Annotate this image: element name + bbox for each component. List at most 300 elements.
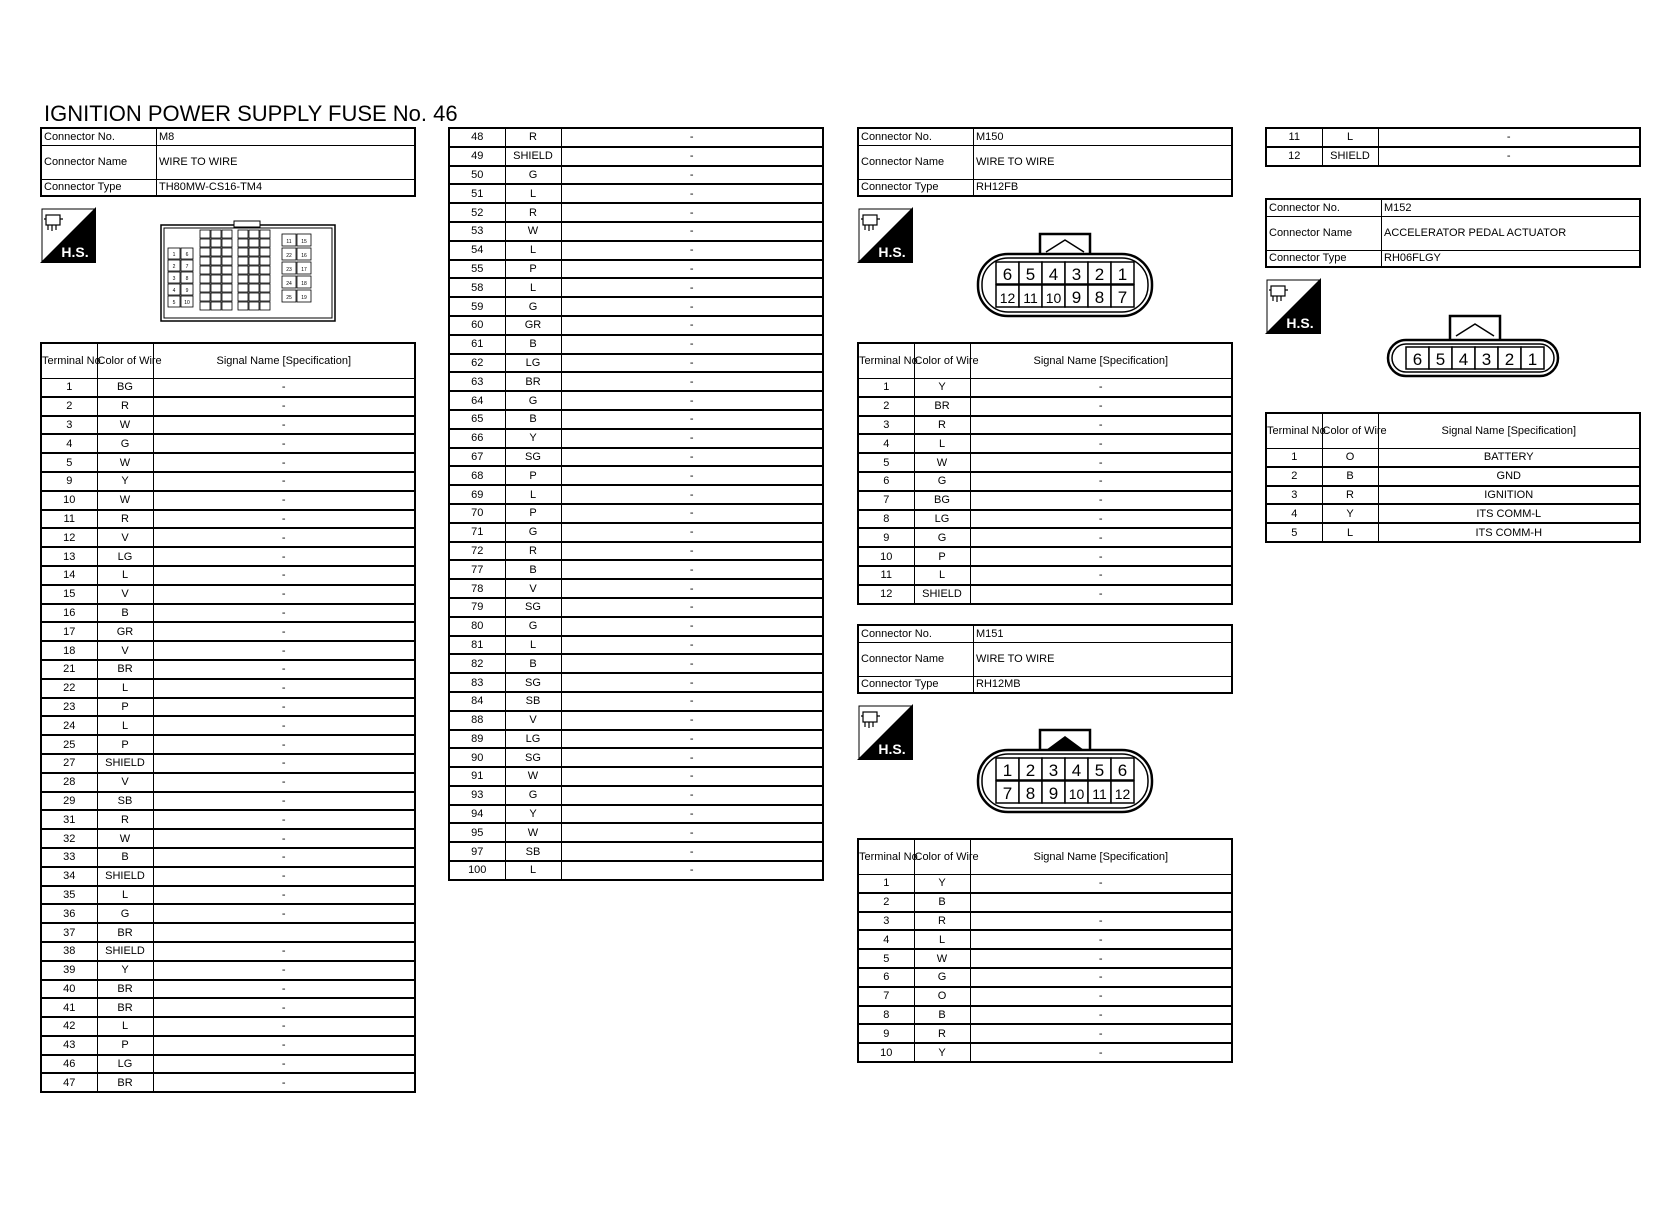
connector-type-value: TH80MW-CS16-TM4 bbox=[157, 179, 416, 196]
wire-color-cell: LG bbox=[97, 547, 153, 566]
connector-type-value: RH06FLGY bbox=[1382, 250, 1641, 267]
color-of-wire-header: Color of Wire bbox=[1322, 413, 1378, 449]
signal-name-cell: - bbox=[153, 1055, 415, 1074]
connector-type-label: Connector Type bbox=[858, 179, 974, 196]
table-row bbox=[449, 523, 823, 542]
pin-number: 2 bbox=[1025, 761, 1036, 780]
wire-color-cell: W bbox=[505, 767, 561, 786]
wire-color-cell: W bbox=[505, 222, 561, 241]
table-row bbox=[858, 379, 1232, 397]
wire-color-cell: L bbox=[505, 636, 561, 655]
terminal-no-cell: 1 bbox=[858, 875, 914, 893]
wire-color-cell: P bbox=[97, 1036, 153, 1055]
pin-number: 16 bbox=[301, 253, 307, 259]
wire-color-cell: BR bbox=[914, 397, 970, 416]
connector-name-label: Connector Name bbox=[858, 145, 974, 179]
table-row bbox=[858, 1043, 1232, 1062]
terminal-no-cell: 16 bbox=[41, 604, 97, 623]
signal-name-cell: ITS COMM-H bbox=[1378, 523, 1640, 542]
terminal-no-cell: 34 bbox=[41, 867, 97, 886]
signal-name-cell: BATTERY bbox=[1378, 449, 1640, 467]
connector-name-label: Connector Name bbox=[858, 642, 974, 676]
signal-name-cell: - bbox=[153, 622, 415, 641]
signal-name-cell: - bbox=[561, 617, 823, 636]
table-row bbox=[41, 867, 415, 886]
signal-name-cell: - bbox=[970, 566, 1232, 585]
terminal-no-cell: 14 bbox=[41, 566, 97, 585]
wire-color-cell: V bbox=[97, 773, 153, 792]
pin-number: 6 bbox=[1002, 265, 1013, 284]
wire-color-cell: BG bbox=[97, 379, 153, 397]
wire-color-cell: SB bbox=[97, 792, 153, 811]
wire-color-cell: R bbox=[1322, 486, 1378, 505]
signal-name-cell: - bbox=[153, 604, 415, 623]
wire-color-cell: R bbox=[97, 397, 153, 416]
m150-terminal-table bbox=[857, 342, 1233, 605]
terminal-no-cell: 1 bbox=[41, 379, 97, 397]
terminal-no-cell: 5 bbox=[858, 949, 914, 968]
signal-name-cell: - bbox=[561, 335, 823, 354]
pin-number: 3 bbox=[1048, 761, 1059, 780]
terminal-no-cell: 59 bbox=[449, 297, 505, 316]
connector-name-value: ACCELERATOR PEDAL ACTUATOR bbox=[1382, 216, 1641, 250]
wire-color-cell: P bbox=[505, 260, 561, 279]
pin-number: 8 bbox=[1094, 288, 1105, 307]
wire-color-cell: B bbox=[1322, 467, 1378, 486]
signal-name-cell: - bbox=[561, 636, 823, 655]
signal-name-cell: - bbox=[153, 510, 415, 529]
signal-name-cell: - bbox=[561, 767, 823, 786]
pin-number: 2 bbox=[1094, 265, 1105, 284]
signal-name-cell: - bbox=[153, 754, 415, 773]
signal-name-cell: - bbox=[561, 692, 823, 711]
wire-color-cell: L bbox=[505, 861, 561, 880]
pin-number: 4 bbox=[1071, 761, 1082, 780]
wire-color-cell: Y bbox=[97, 961, 153, 980]
wire-color-cell: BR bbox=[97, 998, 153, 1017]
terminal-no-cell: 89 bbox=[449, 730, 505, 749]
signal-name-cell: - bbox=[153, 735, 415, 754]
wire-color-cell: SHIELD bbox=[97, 942, 153, 961]
terminal-no-cell: 13 bbox=[41, 547, 97, 566]
wire-color-cell: L bbox=[505, 241, 561, 260]
signal-name-cell: GND bbox=[1378, 467, 1640, 486]
signal-name-cell: - bbox=[970, 987, 1232, 1006]
terminal-no-cell: 27 bbox=[41, 754, 97, 773]
table-row bbox=[858, 585, 1232, 604]
table-row bbox=[449, 767, 823, 786]
terminal-no-cell: 97 bbox=[449, 842, 505, 861]
terminal-no-cell: 28 bbox=[41, 773, 97, 792]
table-row bbox=[858, 987, 1232, 1006]
pin-number: 18 bbox=[301, 281, 307, 287]
terminal-no-cell: 51 bbox=[449, 184, 505, 203]
pin-number: 4 bbox=[172, 288, 176, 294]
table-row bbox=[41, 942, 415, 961]
wire-color-cell: R bbox=[97, 510, 153, 529]
table-row bbox=[41, 698, 415, 717]
table-row bbox=[449, 673, 823, 692]
harness-side-icon bbox=[857, 207, 913, 263]
terminal-no-cell: 9 bbox=[858, 1024, 914, 1043]
connector-name-value: WIRE TO WIRE bbox=[157, 145, 416, 179]
pin-number: 7 bbox=[1117, 288, 1128, 307]
m151-terminal-table bbox=[857, 838, 1233, 1063]
signal-name-cell: - bbox=[970, 434, 1232, 453]
table-row bbox=[41, 998, 415, 1017]
terminal-no-cell: 7 bbox=[858, 491, 914, 510]
table-row bbox=[41, 679, 415, 698]
terminal-no-cell: 53 bbox=[449, 222, 505, 241]
signal-name-cell: - bbox=[970, 510, 1232, 529]
wire-color-cell: G bbox=[505, 523, 561, 542]
wire-color-cell: B bbox=[97, 848, 153, 867]
table-row bbox=[449, 748, 823, 767]
pin-number: 1 bbox=[1527, 350, 1538, 369]
wire-color-cell: BR bbox=[97, 1073, 153, 1092]
terminal-no-header: Terminal No. bbox=[858, 343, 914, 379]
signal-name-cell: - bbox=[153, 547, 415, 566]
table-row bbox=[449, 391, 823, 410]
signal-name-cell: - bbox=[153, 848, 415, 867]
wire-color-cell: R bbox=[97, 810, 153, 829]
signal-name-cell: - bbox=[153, 810, 415, 829]
wire-color-cell: SHIELD bbox=[97, 754, 153, 773]
pin-number: 11 bbox=[286, 239, 292, 245]
wire-color-cell: G bbox=[505, 166, 561, 185]
wire-color-cell: BR bbox=[97, 923, 153, 942]
wire-color-cell: G bbox=[914, 472, 970, 491]
signal-name-cell: - bbox=[561, 222, 823, 241]
wire-color-cell: L bbox=[914, 566, 970, 585]
signal-name-cell: - bbox=[561, 654, 823, 673]
pin-number: 3 bbox=[172, 276, 176, 282]
terminal-no-cell: 32 bbox=[41, 829, 97, 848]
table-row bbox=[41, 453, 415, 472]
terminal-no-cell: 9 bbox=[858, 528, 914, 547]
signal-name-cell: - bbox=[561, 429, 823, 448]
wire-color-cell: B bbox=[505, 654, 561, 673]
connector-m8-info bbox=[40, 127, 416, 197]
connector-type-label: Connector Type bbox=[1266, 250, 1382, 267]
terminal-no-cell: 18 bbox=[41, 641, 97, 660]
terminal-no-cell: 23 bbox=[41, 698, 97, 717]
page-title: IGNITION POWER SUPPLY FUSE No. 46 bbox=[44, 101, 458, 126]
wire-color-cell: SG bbox=[505, 448, 561, 467]
wire-color-cell: SB bbox=[505, 842, 561, 861]
wire-color-cell: O bbox=[1322, 449, 1378, 467]
m8-terminal-table-a bbox=[40, 342, 416, 1093]
table-row bbox=[858, 566, 1232, 585]
terminal-no-cell: 41 bbox=[41, 998, 97, 1017]
table-row bbox=[449, 297, 823, 316]
wire-color-cell: B bbox=[505, 560, 561, 579]
table-row bbox=[449, 805, 823, 824]
terminal-no-cell: 24 bbox=[41, 716, 97, 735]
table-row bbox=[449, 354, 823, 373]
signal-name-cell: - bbox=[561, 786, 823, 805]
terminal-no-cell: 33 bbox=[41, 848, 97, 867]
table-row bbox=[449, 617, 823, 636]
table-row bbox=[449, 636, 823, 655]
terminal-no-cell: 43 bbox=[41, 1036, 97, 1055]
wire-color-cell: O bbox=[914, 987, 970, 1006]
terminal-no-cell: 52 bbox=[449, 203, 505, 222]
signal-name-cell: - bbox=[970, 379, 1232, 397]
pin-number: 11 bbox=[1092, 786, 1107, 802]
svg-text:H.S.: H.S. bbox=[878, 741, 906, 757]
wire-color-cell: G bbox=[505, 391, 561, 410]
signal-name-cell: - bbox=[561, 579, 823, 598]
wire-color-cell: LG bbox=[97, 1055, 153, 1074]
table-row bbox=[449, 203, 823, 222]
terminal-no-cell: 47 bbox=[41, 1073, 97, 1092]
terminal-no-cell: 91 bbox=[449, 767, 505, 786]
harness-side-icon bbox=[40, 207, 96, 263]
signal-name-cell: - bbox=[153, 904, 415, 923]
table-row bbox=[41, 379, 415, 397]
signal-name-cell: - bbox=[153, 472, 415, 491]
table-row bbox=[41, 528, 415, 547]
table-row bbox=[41, 716, 415, 735]
table-row bbox=[41, 566, 415, 585]
terminal-no-cell: 67 bbox=[449, 448, 505, 467]
table-row bbox=[41, 792, 415, 811]
table-row bbox=[449, 184, 823, 203]
terminal-no-cell: 11 bbox=[858, 566, 914, 585]
table-row bbox=[41, 472, 415, 491]
signal-name-cell bbox=[970, 893, 1232, 912]
terminal-no-cell: 68 bbox=[449, 466, 505, 485]
table-row bbox=[449, 128, 823, 147]
pin-number: 3 bbox=[1481, 350, 1492, 369]
table-row bbox=[858, 893, 1232, 912]
terminal-no-cell: 12 bbox=[858, 585, 914, 604]
wire-color-cell: Y bbox=[505, 429, 561, 448]
terminal-no-cell: 61 bbox=[449, 335, 505, 354]
terminal-no-cell: 4 bbox=[858, 930, 914, 949]
wire-color-cell: W bbox=[97, 491, 153, 510]
table-row bbox=[449, 542, 823, 561]
connector-m8-diagram bbox=[160, 220, 336, 324]
wire-color-cell: SG bbox=[505, 748, 561, 767]
signal-name-header: Signal Name [Specification] bbox=[1378, 413, 1640, 449]
terminal-no-cell: 25 bbox=[41, 735, 97, 754]
table-row bbox=[449, 692, 823, 711]
terminal-no-cell: 10 bbox=[41, 491, 97, 510]
terminal-no-cell: 55 bbox=[449, 260, 505, 279]
pin-number: 22 bbox=[286, 253, 292, 259]
pin-number: 7 bbox=[185, 264, 189, 270]
wire-color-cell: B bbox=[505, 335, 561, 354]
svg-text:H.S.: H.S. bbox=[878, 244, 906, 260]
signal-name-cell: - bbox=[561, 203, 823, 222]
pin-number: 5 bbox=[1094, 761, 1105, 780]
signal-name-cell: - bbox=[970, 1006, 1232, 1025]
signal-name-cell: - bbox=[153, 416, 415, 435]
signal-name-cell: - bbox=[970, 968, 1232, 987]
wire-color-cell: L bbox=[97, 566, 153, 585]
table-row bbox=[449, 598, 823, 617]
connector-m152-info bbox=[1265, 198, 1641, 268]
terminal-no-cell: 95 bbox=[449, 823, 505, 842]
pin-number: 10 bbox=[184, 300, 190, 306]
signal-name-cell: - bbox=[561, 278, 823, 297]
connector-type-value: RH12FB bbox=[974, 179, 1233, 196]
pin-number: 24 bbox=[286, 281, 292, 287]
wire-color-cell: Y bbox=[914, 1043, 970, 1062]
signal-name-cell: - bbox=[153, 1036, 415, 1055]
wire-color-cell: W bbox=[505, 823, 561, 842]
pin-number: 1 bbox=[1117, 265, 1128, 284]
signal-name-cell: - bbox=[970, 875, 1232, 893]
terminal-no-cell: 84 bbox=[449, 692, 505, 711]
pin-number: 12 bbox=[1114, 786, 1131, 802]
table-row bbox=[449, 429, 823, 448]
terminal-no-cell: 3 bbox=[858, 416, 914, 435]
wire-color-cell: G bbox=[505, 617, 561, 636]
signal-name-cell: - bbox=[153, 867, 415, 886]
signal-name-cell: - bbox=[970, 528, 1232, 547]
terminal-no-cell: 79 bbox=[449, 598, 505, 617]
svg-text:H.S.: H.S. bbox=[1286, 315, 1314, 331]
wire-color-cell: BG bbox=[914, 491, 970, 510]
pin-number: 8 bbox=[1025, 784, 1036, 803]
signal-name-cell: - bbox=[1378, 147, 1640, 166]
color-of-wire-header: Color of Wire bbox=[914, 839, 970, 875]
wire-color-cell: R bbox=[505, 203, 561, 222]
terminal-no-cell: 6 bbox=[858, 472, 914, 491]
signal-name-cell: - bbox=[561, 297, 823, 316]
connector-no-label: Connector No. bbox=[858, 625, 974, 642]
table-row bbox=[449, 260, 823, 279]
connector-no-value: M150 bbox=[974, 128, 1233, 145]
pin-number: 17 bbox=[301, 267, 307, 273]
pin-number: 10 bbox=[1045, 290, 1062, 306]
wire-color-cell: W bbox=[914, 453, 970, 472]
wire-color-cell: SHIELD bbox=[914, 585, 970, 604]
connector-name-label: Connector Name bbox=[41, 145, 157, 179]
wire-color-cell: G bbox=[97, 904, 153, 923]
wire-color-cell: Y bbox=[97, 472, 153, 491]
svg-text:H.S.: H.S. bbox=[61, 244, 89, 260]
signal-name-cell: - bbox=[1378, 128, 1640, 147]
terminal-no-cell: 70 bbox=[449, 504, 505, 523]
signal-name-cell: - bbox=[153, 980, 415, 999]
signal-name-cell: - bbox=[970, 491, 1232, 510]
terminal-no-cell: 63 bbox=[449, 372, 505, 391]
table-row bbox=[449, 222, 823, 241]
pin-number: 25 bbox=[286, 295, 292, 301]
wire-color-cell: G bbox=[914, 968, 970, 987]
wire-color-cell: SHIELD bbox=[505, 147, 561, 166]
wire-color-cell: BR bbox=[505, 372, 561, 391]
table-row bbox=[858, 1024, 1232, 1043]
wire-color-cell: SB bbox=[505, 692, 561, 711]
table-row bbox=[858, 491, 1232, 510]
pin-number: 5 bbox=[1435, 350, 1446, 369]
pin-number: 9 bbox=[1048, 784, 1059, 803]
terminal-no-cell: 5 bbox=[41, 453, 97, 472]
signal-name-cell: - bbox=[561, 391, 823, 410]
connector-m151-diagram bbox=[976, 728, 1154, 816]
wire-color-cell: L bbox=[97, 716, 153, 735]
pin-number: 2 bbox=[1504, 350, 1515, 369]
wire-color-cell: L bbox=[97, 679, 153, 698]
connector-no-label: Connector No. bbox=[1266, 199, 1382, 216]
signal-name-cell: - bbox=[970, 472, 1232, 491]
signal-name-cell: IGNITION bbox=[1378, 486, 1640, 505]
signal-name-cell: - bbox=[561, 748, 823, 767]
table-row bbox=[41, 829, 415, 848]
signal-name-cell: - bbox=[970, 1024, 1232, 1043]
signal-name-cell: - bbox=[970, 547, 1232, 566]
terminal-no-cell: 50 bbox=[449, 166, 505, 185]
terminal-no-cell: 58 bbox=[449, 278, 505, 297]
signal-name-cell: - bbox=[561, 504, 823, 523]
terminal-no-cell: 72 bbox=[449, 542, 505, 561]
wire-color-cell: G bbox=[97, 434, 153, 453]
pin-number: 6 bbox=[1412, 350, 1423, 369]
wire-color-cell: LG bbox=[914, 510, 970, 529]
signal-name-cell: - bbox=[153, 397, 415, 416]
signal-name-cell: - bbox=[561, 166, 823, 185]
signal-name-cell: - bbox=[153, 961, 415, 980]
connector-name-value: WIRE TO WIRE bbox=[974, 145, 1233, 179]
signal-name-cell: - bbox=[970, 453, 1232, 472]
harness-side-icon bbox=[1265, 278, 1321, 334]
terminal-no-cell: 42 bbox=[41, 1017, 97, 1036]
terminal-no-cell: 17 bbox=[41, 622, 97, 641]
terminal-no-cell: 6 bbox=[858, 968, 914, 987]
wire-color-cell: L bbox=[505, 278, 561, 297]
terminal-no-cell: 54 bbox=[449, 241, 505, 260]
table-row bbox=[858, 472, 1232, 491]
pin-number: 11 bbox=[1023, 290, 1038, 306]
signal-name-cell: - bbox=[153, 679, 415, 698]
table-row bbox=[449, 410, 823, 429]
pin-number: 1 bbox=[172, 252, 176, 258]
pin-number: 7 bbox=[1002, 784, 1013, 803]
terminal-no-cell: 35 bbox=[41, 886, 97, 905]
table-row bbox=[41, 434, 415, 453]
signal-name-cell: - bbox=[561, 128, 823, 147]
wire-color-cell: L bbox=[505, 184, 561, 203]
pin-number: 9 bbox=[185, 288, 189, 294]
signal-name-cell: - bbox=[153, 792, 415, 811]
signal-name-cell bbox=[153, 923, 415, 942]
wire-color-cell: LG bbox=[505, 354, 561, 373]
terminal-no-cell: 3 bbox=[858, 912, 914, 931]
terminal-no-cell: 46 bbox=[41, 1055, 97, 1074]
pin-number: 5 bbox=[172, 300, 176, 306]
wire-color-cell: SHIELD bbox=[1322, 147, 1378, 166]
terminal-no-cell: 82 bbox=[449, 654, 505, 673]
signal-name-cell: - bbox=[153, 998, 415, 1017]
wire-color-cell: SG bbox=[505, 673, 561, 692]
pin-number: 6 bbox=[1117, 761, 1128, 780]
signal-name-cell: - bbox=[561, 448, 823, 467]
terminal-no-cell: 48 bbox=[449, 128, 505, 147]
wire-color-cell: L bbox=[97, 1017, 153, 1036]
table-row bbox=[858, 875, 1232, 893]
table-row bbox=[858, 528, 1232, 547]
table-row bbox=[449, 786, 823, 805]
pin-number: 19 bbox=[301, 295, 307, 301]
terminal-no-cell: 21 bbox=[41, 660, 97, 679]
pin-number: 4 bbox=[1458, 350, 1469, 369]
terminal-no-cell: 8 bbox=[858, 510, 914, 529]
